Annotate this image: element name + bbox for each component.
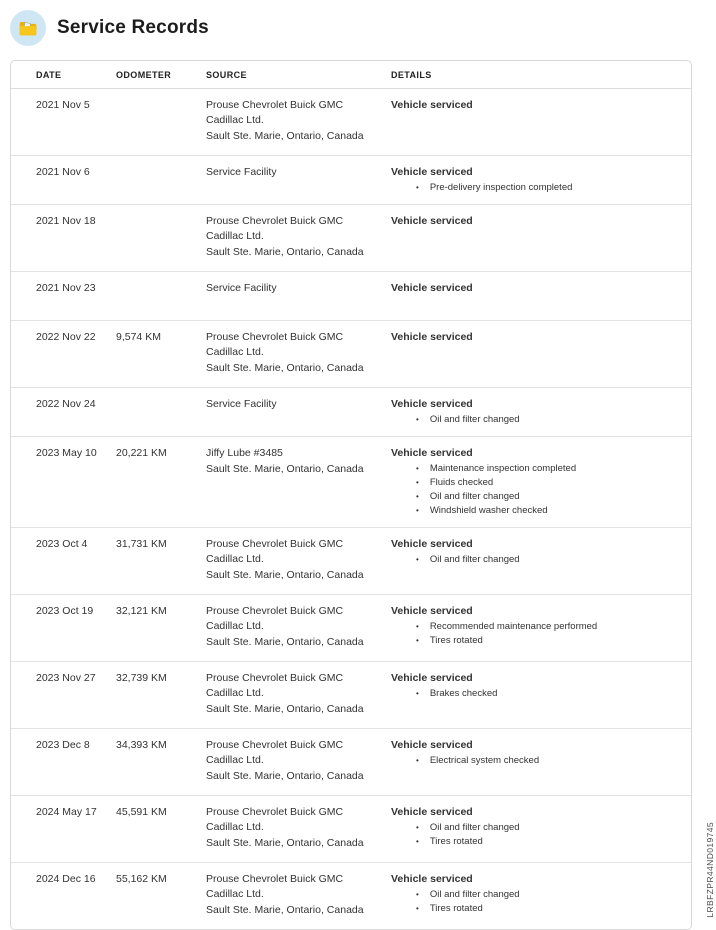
record-details-list (391, 181, 677, 194)
record-date: 2022 Nov 24 (36, 398, 96, 410)
record-details-list (391, 821, 677, 848)
record-source (206, 671, 391, 718)
detail-item-text: Oil and filter changed (429, 414, 520, 425)
bullet-icon: • (416, 823, 419, 832)
table-row (11, 729, 691, 796)
record-date: 2023 May 10 (36, 447, 97, 459)
record-source (206, 604, 391, 651)
source-line: Prouse Chevrolet Buick GMC Cadillac Ltd. (206, 331, 344, 358)
table-row (11, 595, 691, 662)
record-details-title: Vehicle serviced (391, 538, 473, 550)
bullet-icon: • (416, 464, 419, 473)
page-header (0, 0, 716, 48)
record-source (206, 214, 391, 261)
record-odometer (116, 281, 206, 310)
record-odometer: 32,121 KM (116, 605, 167, 617)
bullet-icon: • (416, 555, 419, 564)
table-row (11, 156, 691, 205)
record-source (206, 98, 391, 145)
detail-item (391, 413, 677, 426)
record-date: 2021 Nov 23 (36, 282, 96, 294)
record-details-title: Vehicle serviced (391, 873, 473, 885)
detail-item (391, 902, 677, 915)
record-details (391, 98, 677, 145)
record-details (391, 214, 677, 261)
detail-item-text: Oil and filter changed (429, 554, 520, 565)
table-row (11, 272, 691, 321)
table-row (11, 796, 691, 863)
bullet-icon: • (416, 506, 419, 515)
record-odometer: 45,591 KM (116, 806, 167, 818)
record-source (206, 330, 391, 377)
record-odometer (116, 98, 206, 145)
detail-item (391, 476, 677, 489)
detail-item-text: Oil and filter changed (429, 491, 520, 502)
table-row (11, 437, 691, 528)
bullet-icon: • (416, 415, 419, 424)
record-source (206, 446, 391, 517)
record-details-list (391, 620, 677, 647)
record-date: 2023 Oct 4 (36, 538, 88, 550)
detail-item-text: Fluids checked (429, 477, 494, 488)
detail-item-text: Recommended maintenance performed (429, 621, 598, 632)
record-details-list (391, 687, 677, 700)
record-details-title: Vehicle serviced (391, 215, 473, 227)
record-details-list (391, 754, 677, 767)
record-date: 2023 Oct 19 (36, 605, 94, 617)
record-odometer: 55,162 KM (116, 873, 167, 885)
column-header-odometer: ODOMETER (116, 70, 172, 80)
source-line: Prouse Chevrolet Buick GMC Cadillac Ltd. (206, 99, 344, 126)
bullet-icon: • (416, 478, 419, 487)
column-header-source: SOURCE (206, 70, 247, 80)
detail-item-text: Oil and filter changed (429, 822, 520, 833)
source-line: Sault Ste. Marie, Ontario, Canada (206, 904, 364, 916)
source-line: Sault Ste. Marie, Ontario, Canada (206, 362, 364, 374)
table-row (11, 321, 691, 388)
record-odometer: 32,739 KM (116, 672, 167, 684)
record-details (391, 805, 677, 852)
record-date: 2021 Nov 5 (36, 99, 90, 111)
record-source (206, 165, 391, 194)
record-details (391, 330, 677, 377)
source-line: Prouse Chevrolet Buick GMC Cadillac Ltd. (206, 806, 344, 833)
record-date: 2021 Nov 18 (36, 215, 96, 227)
record-details-title: Vehicle serviced (391, 166, 473, 178)
record-details-title: Vehicle serviced (391, 739, 473, 751)
record-odometer: 20,221 KM (116, 447, 167, 459)
table-header-row (11, 61, 691, 89)
bullet-icon: • (416, 890, 419, 899)
table-body (11, 89, 691, 929)
detail-item (391, 553, 677, 566)
record-details-list (391, 462, 677, 517)
detail-item (391, 888, 677, 901)
detail-item (391, 821, 677, 834)
detail-item-text: Oil and filter changed (429, 889, 520, 900)
record-details-title: Vehicle serviced (391, 605, 473, 617)
record-details (391, 446, 677, 517)
bullet-icon: • (416, 492, 419, 501)
record-details (391, 671, 677, 718)
record-details-title: Vehicle serviced (391, 331, 473, 343)
record-date: 2023 Dec 8 (36, 739, 90, 751)
vin-watermark: LRBFZPR44ND019745 (705, 822, 715, 918)
source-line: Prouse Chevrolet Buick GMC Cadillac Ltd. (206, 739, 344, 766)
source-line: Prouse Chevrolet Buick GMC Cadillac Ltd. (206, 538, 344, 565)
record-odometer: 31,731 KM (116, 538, 167, 550)
source-line: Sault Ste. Marie, Ontario, Canada (206, 770, 364, 782)
record-details-list (391, 888, 677, 915)
record-details-title: Vehicle serviced (391, 806, 473, 818)
record-details (391, 165, 677, 194)
source-line: Sault Ste. Marie, Ontario, Canada (206, 130, 364, 142)
column-header-date: DATE (36, 70, 62, 80)
detail-item-text: Tires rotated (429, 635, 483, 646)
detail-item (391, 634, 677, 647)
record-details-title: Vehicle serviced (391, 99, 473, 111)
record-odometer: 9,574 KM (116, 331, 161, 343)
source-line: Prouse Chevrolet Buick GMC Cadillac Ltd. (206, 672, 344, 699)
bullet-icon: • (416, 904, 419, 913)
source-line: Service Facility (206, 166, 277, 178)
detail-item (391, 490, 677, 503)
record-details (391, 604, 677, 651)
record-details-list (391, 553, 677, 566)
record-details (391, 738, 677, 785)
detail-item (391, 504, 677, 517)
source-line: Sault Ste. Marie, Ontario, Canada (206, 246, 364, 258)
detail-item-text: Tires rotated (429, 836, 483, 847)
record-details (391, 281, 677, 310)
record-odometer: 34,393 KM (116, 739, 167, 751)
record-source (206, 805, 391, 852)
record-date: 2022 Nov 22 (36, 331, 96, 343)
detail-item (391, 687, 677, 700)
record-source (206, 872, 391, 919)
column-header-details: DETAILS (391, 70, 432, 80)
source-line: Service Facility (206, 398, 277, 410)
source-line: Sault Ste. Marie, Ontario, Canada (206, 837, 364, 849)
record-source (206, 397, 391, 426)
record-source (206, 281, 391, 310)
record-date: 2024 Dec 16 (36, 873, 96, 885)
detail-item-text: Pre-delivery inspection completed (429, 182, 573, 193)
record-details-title: Vehicle serviced (391, 398, 473, 410)
bullet-icon: • (416, 756, 419, 765)
source-line: Service Facility (206, 282, 277, 294)
source-line: Sault Ste. Marie, Ontario, Canada (206, 463, 364, 475)
page-title: Service Records (57, 16, 209, 38)
record-source (206, 537, 391, 584)
detail-item-text: Tires rotated (429, 903, 483, 914)
bullet-icon: • (416, 689, 419, 698)
record-details-title: Vehicle serviced (391, 282, 473, 294)
record-date: 2021 Nov 6 (36, 166, 90, 178)
record-odometer (116, 397, 206, 426)
record-odometer (116, 165, 206, 194)
record-date: 2024 May 17 (36, 806, 97, 818)
record-source (206, 738, 391, 785)
detail-item-text: Brakes checked (429, 688, 498, 699)
table-row (11, 388, 691, 437)
detail-item-text: Windshield washer checked (429, 505, 548, 516)
table-row (11, 205, 691, 272)
record-details (391, 872, 677, 919)
bullet-icon: • (416, 622, 419, 631)
table-row (11, 528, 691, 595)
record-details-title: Vehicle serviced (391, 672, 473, 684)
service-records-table (10, 60, 692, 930)
bullet-icon: • (416, 837, 419, 846)
detail-item (391, 181, 677, 194)
source-line: Prouse Chevrolet Buick GMC Cadillac Ltd. (206, 215, 344, 242)
detail-item-text: Electrical system checked (429, 755, 540, 766)
record-date: 2023 Nov 27 (36, 672, 96, 684)
record-details (391, 537, 677, 584)
source-line: Sault Ste. Marie, Ontario, Canada (206, 569, 364, 581)
record-odometer (116, 214, 206, 261)
service-records-icon (10, 10, 46, 46)
table-row (11, 89, 691, 156)
source-line: Prouse Chevrolet Buick GMC Cadillac Ltd. (206, 873, 344, 900)
record-details-title: Vehicle serviced (391, 447, 473, 459)
detail-item (391, 620, 677, 633)
detail-item (391, 754, 677, 767)
source-line: Prouse Chevrolet Buick GMC Cadillac Ltd. (206, 605, 344, 632)
detail-item (391, 835, 677, 848)
table-row (11, 863, 691, 929)
source-line: Sault Ste. Marie, Ontario, Canada (206, 703, 364, 715)
detail-item-text: Maintenance inspection completed (429, 463, 577, 474)
detail-item (391, 462, 677, 475)
table-row (11, 662, 691, 729)
source-line: Sault Ste. Marie, Ontario, Canada (206, 636, 364, 648)
record-details-list (391, 413, 677, 426)
record-details (391, 397, 677, 426)
bullet-icon: • (416, 636, 419, 645)
bullet-icon: • (416, 183, 419, 192)
source-line: Jiffy Lube #3485 (206, 447, 283, 459)
